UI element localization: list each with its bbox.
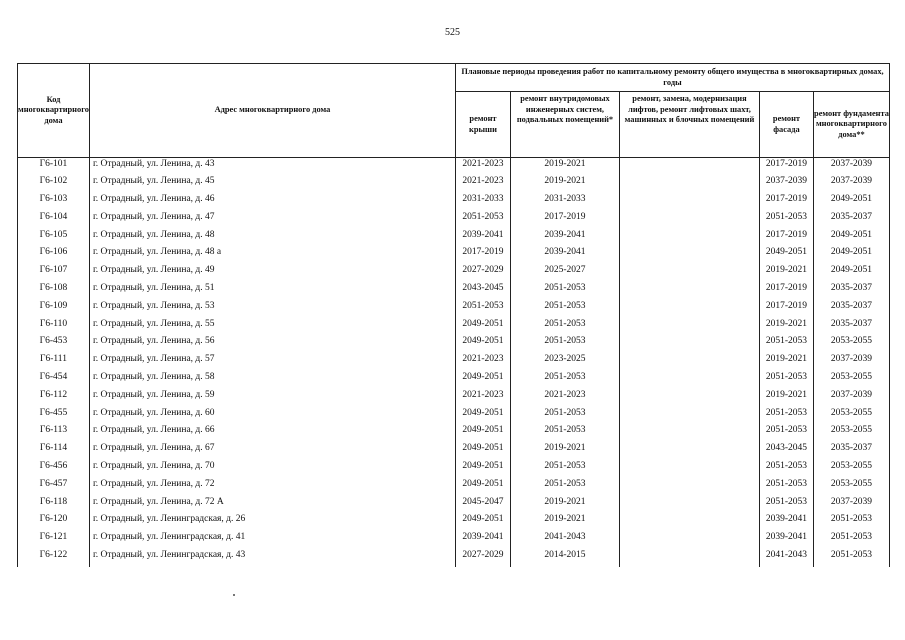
cell-engineering: 2051-2053 [510,300,619,318]
table-row [18,282,890,300]
page-number: 525 [445,27,460,38]
cell-address: г. Отрадный, ул. Ленинградская, д. 43 [89,549,455,567]
cell-foundation: 2051-2053 [813,549,889,567]
cell-lifts [619,389,759,407]
table-row [18,353,890,371]
table-row [18,407,890,425]
cell-code: Г6-114 [18,442,90,460]
cell-foundation: 2035-2037 [813,211,889,229]
table-row [18,229,890,247]
cell-roof: 2045-2047 [455,496,510,514]
cell-address: г. Отрадный, ул. Ленина, д. 43 [89,158,455,176]
cell-address: г. Отрадный, ул. Ленина, д. 58 [89,371,455,389]
table-row [18,531,890,549]
cell-address: г. Отрадный, ул. Ленина, д. 72 А [89,496,455,514]
cell-code: Г6-456 [18,460,90,478]
table-row [18,300,890,318]
cell-lifts [619,407,759,425]
cell-lifts [619,264,759,282]
cell-roof: 2049-2051 [455,335,510,353]
cell-roof: 2021-2023 [455,175,510,193]
table-row [18,264,890,282]
cell-engineering: 2051-2053 [510,371,619,389]
cell-foundation: 2037-2039 [813,158,889,176]
cell-engineering: 2017-2019 [510,211,619,229]
cell-lifts [619,175,759,193]
cell-address: г. Отрадный, ул. Ленина, д. 48 а [89,246,455,264]
cell-engineering: 2051-2053 [510,407,619,425]
cell-address: г. Отрадный, ул. Ленина, д. 55 [89,318,455,336]
cell-foundation: 2053-2055 [813,478,889,496]
cell-code: Г6-118 [18,496,90,514]
cell-engineering: 2051-2053 [510,335,619,353]
cell-facade: 2017-2019 [759,300,813,318]
capital-repair-table [17,63,890,567]
cell-foundation: 2051-2053 [813,531,889,549]
cell-engineering: 2039-2041 [510,246,619,264]
cell-foundation: 2053-2055 [813,460,889,478]
cell-address: г. Отрадный, ул. Ленина, д. 66 [89,424,455,442]
table-row [18,549,890,567]
cell-lifts [619,531,759,549]
table-row [18,389,890,407]
cell-address: г. Отрадный, ул. Ленина, д. 59 [89,389,455,407]
table-row [18,424,890,442]
cell-engineering: 2051-2053 [510,424,619,442]
cell-code: Г6-113 [18,424,90,442]
cell-lifts [619,229,759,247]
cell-engineering: 2031-2033 [510,193,619,211]
table-row [18,158,890,176]
cell-address: г. Отрадный, ул. Ленина, д. 53 [89,300,455,318]
cell-lifts [619,442,759,460]
cell-roof: 2049-2051 [455,442,510,460]
cell-engineering: 2025-2027 [510,264,619,282]
cell-address: г. Отрадный, ул. Ленина, д. 48 [89,229,455,247]
cell-facade: 2051-2053 [759,424,813,442]
cell-engineering: 2041-2043 [510,531,619,549]
cell-foundation: 2049-2051 [813,246,889,264]
table-row [18,211,890,229]
cell-code: Г6-109 [18,300,90,318]
cell-lifts [619,246,759,264]
cell-facade: 2051-2053 [759,407,813,425]
cell-roof: 2043-2045 [455,282,510,300]
cell-foundation: 2035-2037 [813,442,889,460]
cell-engineering: 2039-2041 [510,229,619,247]
cell-roof: 2031-2033 [455,193,510,211]
table-row [18,442,890,460]
table-row [18,193,890,211]
cell-foundation: 2049-2051 [813,193,889,211]
cell-roof: 2039-2041 [455,229,510,247]
cell-facade: 2017-2019 [759,193,813,211]
table-row [18,496,890,514]
cell-code: Г6-454 [18,371,90,389]
header-code: Код многоквартирного дома [18,64,90,158]
cell-engineering: 2014-2015 [510,549,619,567]
cell-code: Г6-105 [18,229,90,247]
cell-foundation: 2037-2039 [813,175,889,193]
cell-foundation: 2035-2037 [813,300,889,318]
cell-foundation: 2053-2055 [813,424,889,442]
cell-roof: 2049-2051 [455,478,510,496]
cell-address: г. Отрадный, ул. Ленина, д. 51 [89,282,455,300]
cell-facade: 2049-2051 [759,246,813,264]
cell-roof: 2039-2041 [455,531,510,549]
cell-lifts [619,478,759,496]
cell-code: Г6-101 [18,158,90,176]
cell-address: г. Отрадный, ул. Ленина, д. 70 [89,460,455,478]
cell-lifts [619,282,759,300]
cell-code: Г6-121 [18,531,90,549]
cell-address: г. Отрадный, ул. Ленина, д. 56 [89,335,455,353]
table-row [18,175,890,193]
cell-foundation: 2037-2039 [813,496,889,514]
cell-engineering: 2051-2053 [510,318,619,336]
cell-roof: 2021-2023 [455,389,510,407]
cell-lifts [619,424,759,442]
cell-code: Г6-455 [18,407,90,425]
cell-facade: 2019-2021 [759,318,813,336]
cell-foundation: 2035-2037 [813,318,889,336]
cell-roof: 2027-2029 [455,549,510,567]
cell-address: г. Отрадный, ул. Ленина, д. 57 [89,353,455,371]
cell-roof: 2049-2051 [455,371,510,389]
cell-engineering: 2021-2023 [510,389,619,407]
cell-address: г. Отрадный, ул. Ленина, д. 46 [89,193,455,211]
scan-speck [233,594,235,596]
table-row [18,246,890,264]
cell-code: Г6-111 [18,353,90,371]
cell-engineering: 2023-2025 [510,353,619,371]
cell-address: г. Отрадный, ул. Ленинградская, д. 41 [89,531,455,549]
cell-code: Г6-457 [18,478,90,496]
cell-address: г. Отрадный, ул. Ленина, д. 47 [89,211,455,229]
cell-engineering: 2019-2021 [510,513,619,531]
cell-facade: 2051-2053 [759,335,813,353]
cell-foundation: 2051-2053 [813,513,889,531]
cell-lifts [619,318,759,336]
cell-engineering: 2051-2053 [510,282,619,300]
cell-roof: 2049-2051 [455,407,510,425]
cell-facade: 2051-2053 [759,496,813,514]
cell-code: Г6-112 [18,389,90,407]
cell-engineering: 2051-2053 [510,460,619,478]
cell-lifts [619,158,759,176]
cell-roof: 2027-2029 [455,264,510,282]
cell-foundation: 2049-2051 [813,264,889,282]
table-row [18,460,890,478]
cell-code: Г6-107 [18,264,90,282]
table-row [18,318,890,336]
header-foundation: ремонт фундамента многоквартирного дома** [813,92,889,158]
cell-lifts [619,513,759,531]
cell-lifts [619,496,759,514]
cell-foundation: 2053-2055 [813,407,889,425]
cell-facade: 2017-2019 [759,229,813,247]
cell-address: г. Отрадный, ул. Ленина, д. 45 [89,175,455,193]
cell-facade: 2019-2021 [759,389,813,407]
cell-code: Г6-122 [18,549,90,567]
cell-foundation: 2049-2051 [813,229,889,247]
cell-roof: 2049-2051 [455,424,510,442]
header-roof: ремонт крыши [455,92,510,158]
header-address: Адрес многоквартирного дома [89,64,455,158]
cell-code: Г6-110 [18,318,90,336]
cell-facade: 2019-2021 [759,264,813,282]
cell-roof: 2049-2051 [455,318,510,336]
cell-roof: 2017-2019 [455,246,510,264]
cell-engineering: 2019-2021 [510,158,619,176]
cell-facade: 2017-2019 [759,282,813,300]
cell-facade: 2039-2041 [759,531,813,549]
cell-lifts [619,371,759,389]
table-header [18,64,890,158]
cell-foundation: 2037-2039 [813,353,889,371]
cell-foundation: 2035-2037 [813,282,889,300]
cell-address: г. Отрадный, ул. Ленина, д. 67 [89,442,455,460]
cell-lifts [619,211,759,229]
cell-facade: 2051-2053 [759,371,813,389]
table-body [18,158,890,567]
header-periods: Плановые периоды проведения работ по капитальному ремонту общего имущества в многоквартирных домах, годы [455,64,889,92]
cell-lifts [619,335,759,353]
cell-foundation: 2037-2039 [813,389,889,407]
cell-code: Г6-103 [18,193,90,211]
header-facade: ремонт фасада [759,92,813,158]
cell-facade: 2037-2039 [759,175,813,193]
cell-address: г. Отрадный, ул. Ленина, д. 72 [89,478,455,496]
cell-facade: 2019-2021 [759,353,813,371]
cell-lifts [619,353,759,371]
cell-lifts [619,460,759,478]
cell-address: г. Отрадный, ул. Ленина, д. 60 [89,407,455,425]
cell-engineering: 2019-2021 [510,496,619,514]
cell-roof: 2021-2023 [455,353,510,371]
cell-roof: 2051-2053 [455,211,510,229]
table-row [18,371,890,389]
cell-roof: 2049-2051 [455,460,510,478]
table-row [18,335,890,353]
cell-engineering: 2051-2053 [510,478,619,496]
table-row [18,513,890,531]
cell-facade: 2041-2043 [759,549,813,567]
cell-code: Г6-108 [18,282,90,300]
header-lifts: ремонт, замена, модернизация лифтов, ремонт лифтовых шахт, машинных и блочных помещений [619,92,759,158]
cell-engineering: 2019-2021 [510,442,619,460]
cell-address: г. Отрадный, ул. Ленинградская, д. 26 [89,513,455,531]
cell-facade: 2051-2053 [759,211,813,229]
cell-lifts [619,300,759,318]
cell-facade: 2051-2053 [759,478,813,496]
cell-code: Г6-453 [18,335,90,353]
cell-facade: 2043-2045 [759,442,813,460]
cell-code: Г6-102 [18,175,90,193]
cell-foundation: 2053-2055 [813,371,889,389]
cell-facade: 2039-2041 [759,513,813,531]
cell-facade: 2051-2053 [759,460,813,478]
cell-foundation: 2053-2055 [813,335,889,353]
cell-lifts [619,193,759,211]
cell-engineering: 2019-2021 [510,175,619,193]
table-row [18,478,890,496]
cell-roof: 2021-2023 [455,158,510,176]
cell-lifts [619,549,759,567]
cell-roof: 2051-2053 [455,300,510,318]
cell-code: Г6-120 [18,513,90,531]
cell-roof: 2049-2051 [455,513,510,531]
cell-facade: 2017-2019 [759,158,813,176]
header-engineering: ремонт внутридомовых инженерных систем, подвальных помещений* [510,92,619,158]
cell-address: г. Отрадный, ул. Ленина, д. 49 [89,264,455,282]
cell-code: Г6-104 [18,211,90,229]
cell-code: Г6-106 [18,246,90,264]
